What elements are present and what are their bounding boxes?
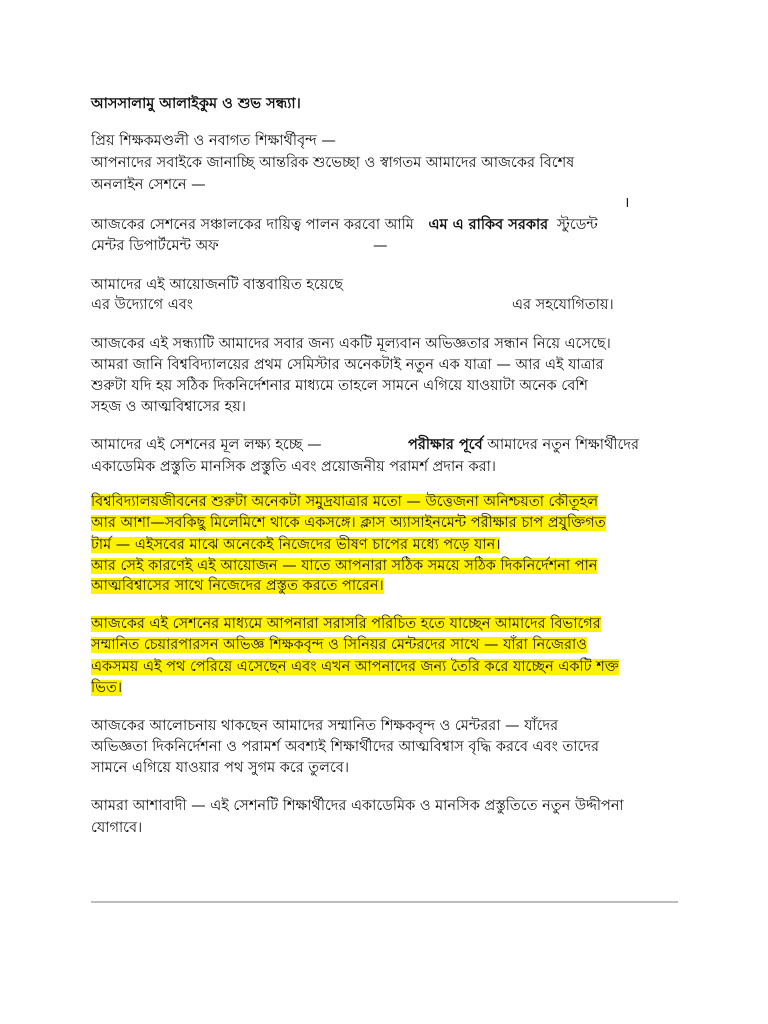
greeting-heading: আসসালামু আলাইকুম ও শুভ সন্ধ্যা। bbox=[91, 96, 301, 112]
address-line-1: প্রিয় শিক্ষকমণ্ডলী ও নবাগত শিক্ষার্থীবৃন্দ — bbox=[91, 133, 336, 149]
intro-line-4: সহজ ও আত্মবিশ্বাসের হয়। bbox=[91, 399, 246, 415]
host-text-b: স্টুডেন্ট bbox=[556, 217, 598, 233]
address-tail-mark: । bbox=[624, 195, 630, 211]
session-line-1 bbox=[91, 614, 601, 634]
host-name: এম এ রাকিব সরকার bbox=[428, 217, 549, 233]
closing-line-2: যোগাবে। bbox=[91, 820, 143, 836]
closing-line-1: আমরা আশাবাদী — এই সেশনটি শিক্ষার্থীদের একাডেমিক ও মানসিক প্রস্তুতিতে নতুন উদ্দীপনা bbox=[91, 798, 624, 814]
goal-text-b: আমাদের নতুন শিক্ষার্থীদের bbox=[487, 437, 639, 453]
session-line-2 bbox=[91, 635, 587, 655]
highlight: ভিত। bbox=[91, 680, 123, 696]
intro-line-3: শুরুটা যদি হয় সঠিক দিকনির্দেশনার মাধ্যমে তাহলে সামনে এগিয়ে যাওয়াটা অনেক বেশি bbox=[91, 378, 588, 394]
journey-line-4 bbox=[91, 556, 597, 576]
intro-line-2: আমরা জানি বিশ্ববিদ্যালয়ের প্রথম সেমিস্টার অনেকটাই নতুন এক যাত্রা — আর এই যাত্রার bbox=[91, 357, 604, 373]
highlight: আত্মবিশ্বাসের সাথে নিজেদের প্রস্তুত করতে পারেন। bbox=[91, 578, 384, 594]
discussion-line-3: সামনে এগিয়ে যাওয়ার পথ সুগম করে তুলবে। bbox=[91, 760, 350, 776]
highlight: আর আশা—সবকিছু মিলেমিশে থাকে একসঙ্গে। ক্লাস অ্যাসাইনমেন্ট পরীক্ষার চাপ প্রযুক্তিগত bbox=[91, 515, 606, 531]
host-text-a: আজকের সেশনের সঞ্চালকের দায়িত্ব পালন করবো আমি bbox=[91, 217, 414, 233]
organizer-line-2a: এর উদ্যোগে এবং bbox=[91, 297, 194, 313]
address-line-2: আপনাদের সবাইকে জানাচ্ছি আন্তরিক শুভেচ্ছা ও স্বাগতম আমাদের আজকের বিশেষ bbox=[91, 155, 575, 171]
session-line-4 bbox=[91, 678, 122, 698]
goal-line-2: একাডেমিক প্রস্তুতি মানসিক প্রস্তুতি এবং প্রয়োজনীয় পরামর্শ প্রদান করা। bbox=[91, 459, 496, 475]
host-line-2-dash: — bbox=[373, 238, 388, 254]
highlight: টার্ম — এইসবের মাঝে অনেকেই নিজেদের ভীষণ চাপের মধ্যে পড়ে যান। bbox=[91, 537, 501, 553]
journey-line-5 bbox=[91, 576, 384, 596]
host-line-1 bbox=[91, 215, 598, 235]
highlight: একসময় এই পথ পেরিয়ে এসেছেন এবং এখন আপনাদের জন্য তৈরি করে যাচ্ছেন একটি শক্ত bbox=[91, 659, 619, 675]
horizontal-divider bbox=[91, 901, 678, 903]
host-line-2: মেন্টর ডিপার্টমেন্ট অফ bbox=[91, 238, 219, 254]
intro-line-1: আজকের এই সন্ধ্যাটি আমাদের সবার জন্য একটি মূল্যবান অভিজ্ঞতার সন্ধান নিয়ে এসেছে। bbox=[91, 336, 611, 352]
discussion-line-1: আজকের আলোচনায় থাকছেন আমাদের সম্মানিত শিক্ষকবৃন্দ ও মেন্টররা — যাঁদের bbox=[91, 718, 559, 734]
highlight: আর সেই কারণেই এই আয়োজন — যাতে আপনারা সঠিক সময়ে সঠিক দিকনির্দেশনা পান bbox=[91, 558, 598, 574]
address-line-3: অনলাইন সেশনে — bbox=[91, 177, 206, 193]
journey-line-2 bbox=[91, 513, 606, 533]
goal-emphasis: পরীক্ষার পূর্বে bbox=[408, 437, 483, 453]
journey-line-3 bbox=[91, 535, 500, 555]
goal-line-1a: আমাদের এই সেশনের মূল লক্ষ্য হচ্ছে — bbox=[91, 437, 322, 453]
organizer-line-1: আমাদের এই আয়োজনটি বাস্তবায়িত হয়েছে bbox=[91, 277, 343, 293]
highlight: সম্মানিত চেয়ারপারসন অভিজ্ঞ শিক্ষকবৃন্দ ও সিনিয়র মেন্টরদের সাথে — যাঁরা নিজেরাও bbox=[91, 637, 587, 653]
highlight: বিশ্ববিদ্যালয়জীবনের শুরুটা অনেকটা সমুদ্রযাত্রার মতো — উত্তেজনা অনিশ্চয়তা কৌতূহল bbox=[91, 494, 599, 510]
highlight: আজকের এই সেশনের মাধ্যমে আপনারা সরাসরি পরিচিত হতে যাচ্ছেন আমাদের বিভাগের bbox=[91, 616, 601, 632]
discussion-line-2: অভিজ্ঞতা দিকনির্দেশনা ও পরামর্শ অবশ্যই শিক্ষার্থীদের আত্মবিশ্বাস বৃদ্ধি করবে এবং তাদের bbox=[91, 739, 599, 755]
journey-line-1 bbox=[91, 492, 598, 512]
organizer-line-2b: এর সহযোগিতায়। bbox=[512, 297, 614, 313]
goal-line-1b bbox=[408, 435, 639, 455]
session-line-3 bbox=[91, 657, 619, 677]
